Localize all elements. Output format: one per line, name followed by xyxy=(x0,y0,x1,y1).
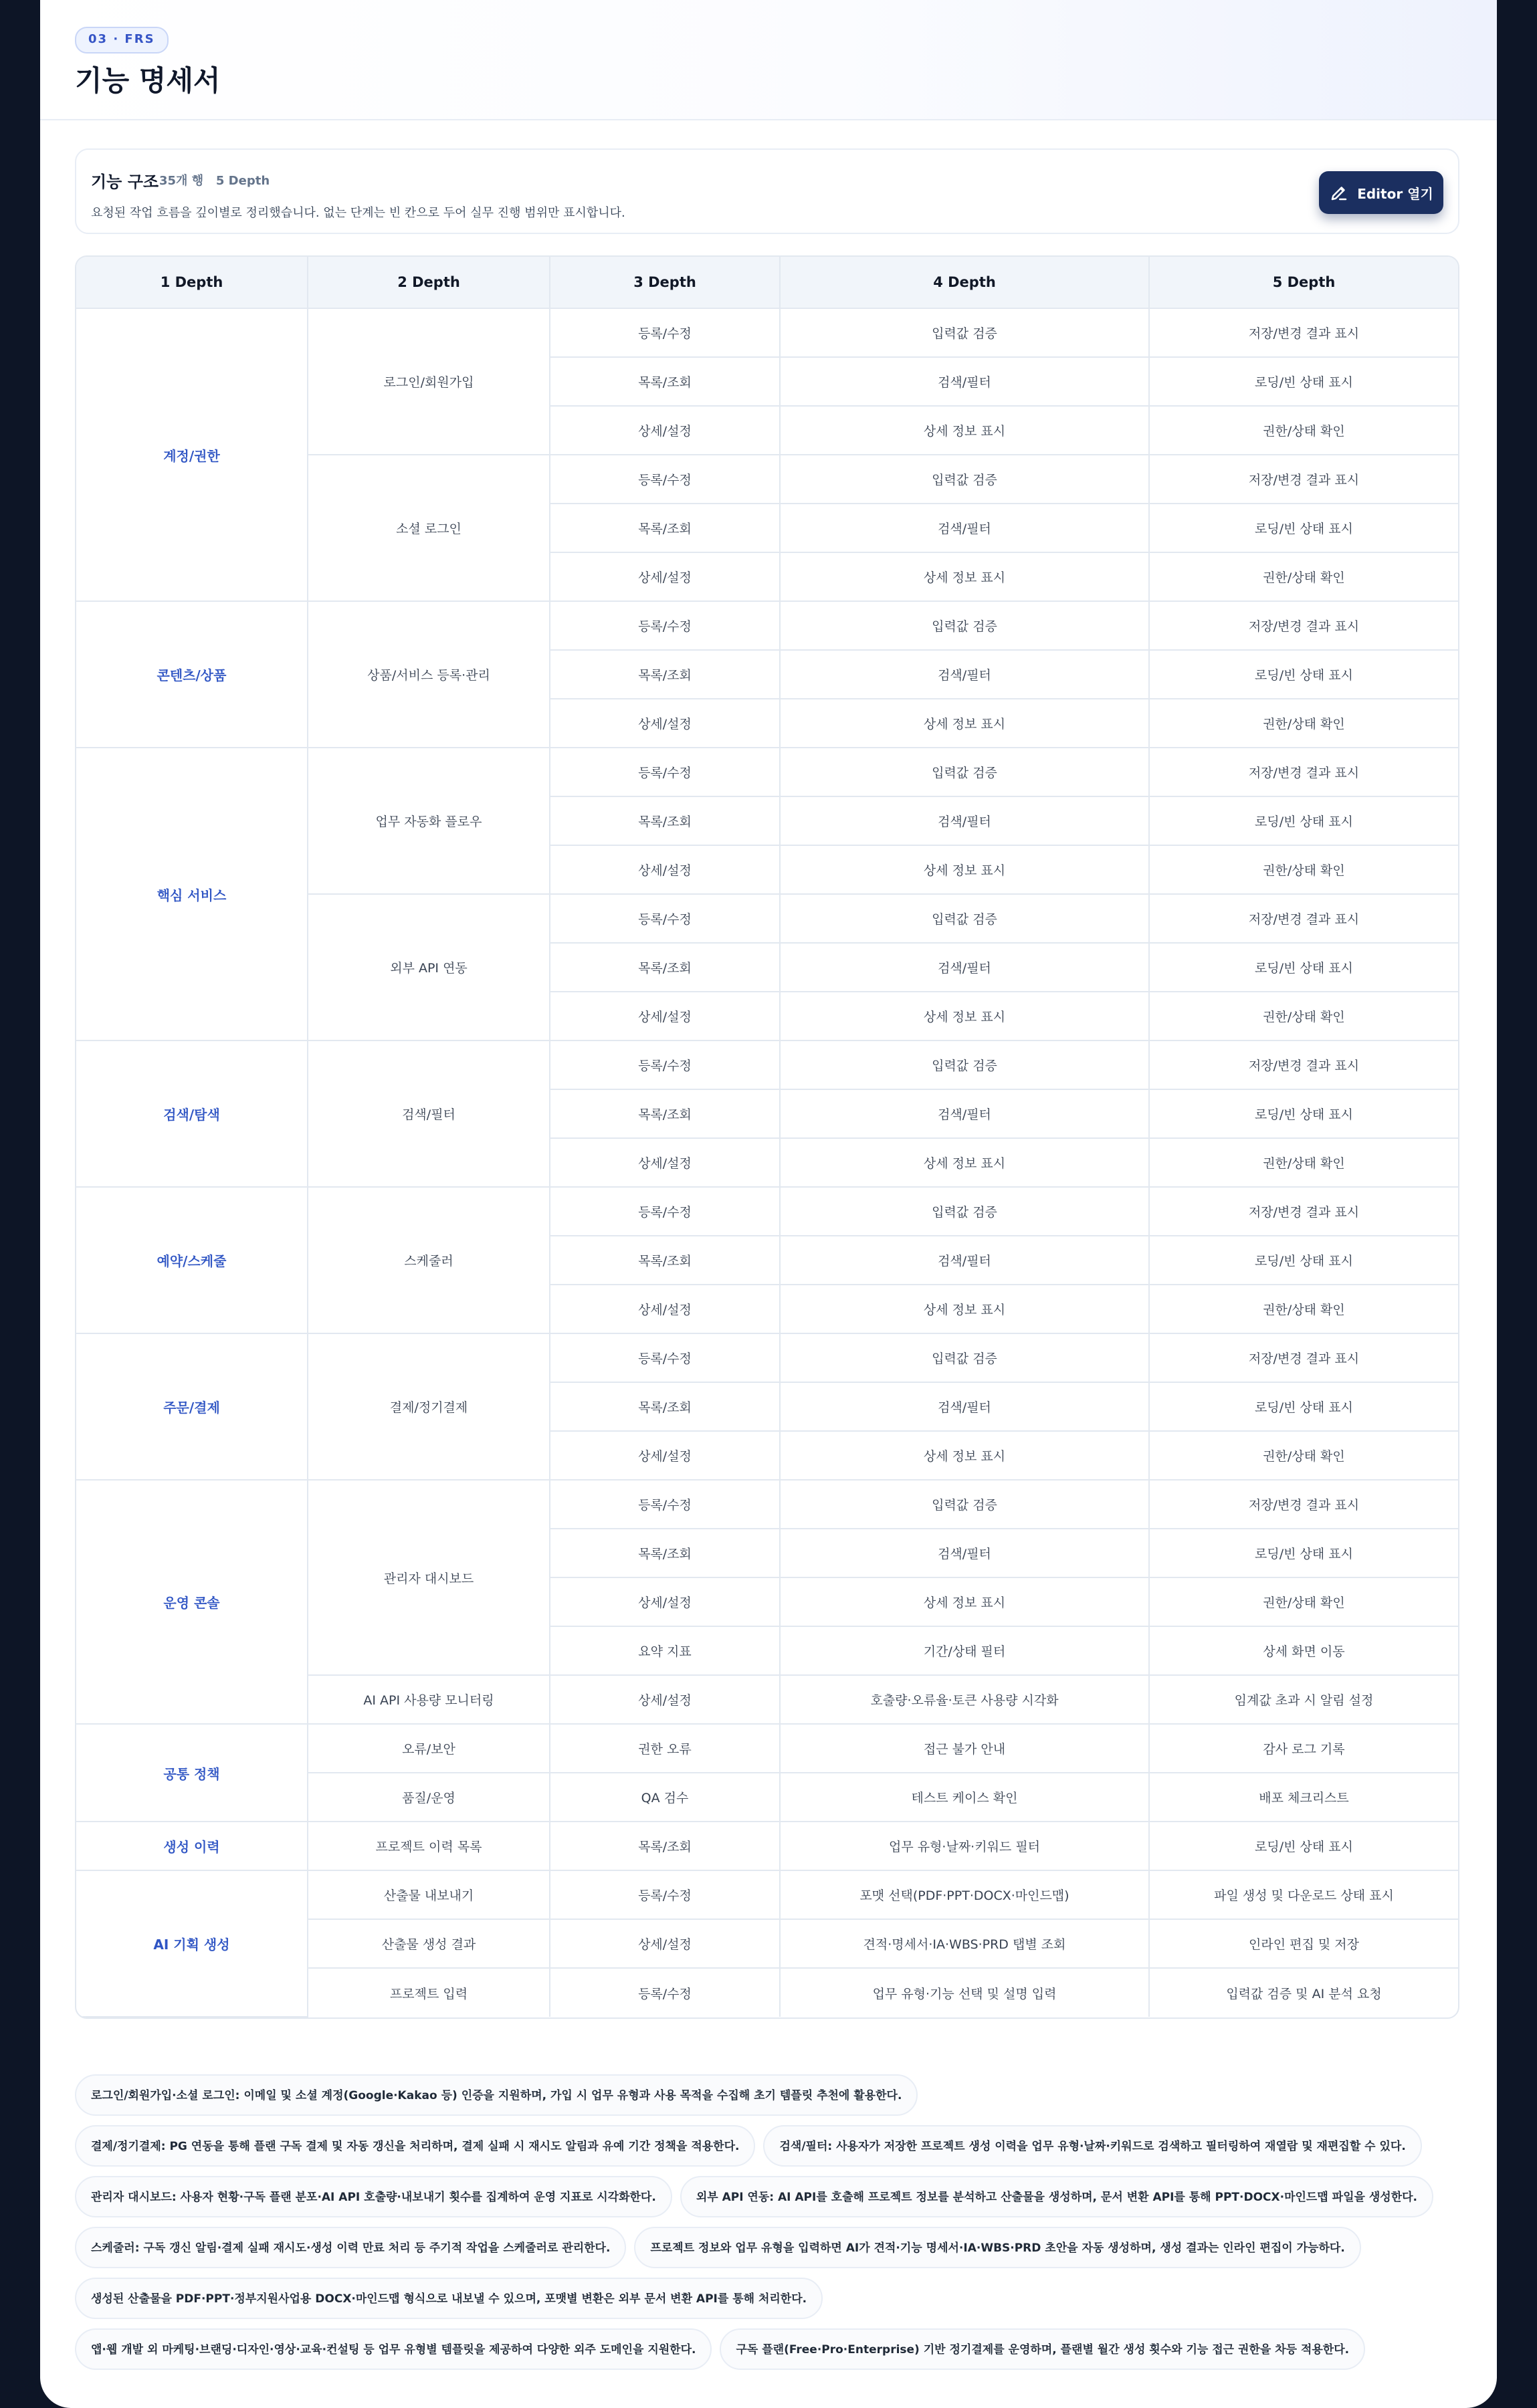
cell-d4: 업무 유형·날짜·키워드 필터 xyxy=(780,1822,1149,1870)
cell-d4: 호출량·오류율·토큰 사용량 시각화 xyxy=(780,1675,1149,1724)
note-chip: 앱·웹 개발 외 마케팅·브랜딩·디자인·영상·교육·컨설팅 등 업무 유형별 템플릿을 제공하여 다양한 외주 도메인을 지원한다. xyxy=(75,2328,712,2370)
cell-d4: 입력값 검증 xyxy=(780,1041,1149,1089)
page-header xyxy=(40,0,1497,120)
cell-d3: 상세/설정 xyxy=(550,1675,780,1724)
cell-d4: 상세 정보 표시 xyxy=(780,992,1149,1041)
cell-d5: 권한/상태 확인 xyxy=(1149,1431,1458,1480)
cell-d5: 권한/상태 확인 xyxy=(1149,992,1458,1041)
cell-d2: 관리자 대시보드 xyxy=(308,1480,550,1675)
cell-d3: 등록/수정 xyxy=(550,1870,780,1919)
cell-d3: 등록/수정 xyxy=(550,1968,780,2017)
cell-d2: 품질/운영 xyxy=(308,1773,550,1822)
edit-icon xyxy=(1329,183,1349,203)
cell-d5: 저장/변경 결과 표시 xyxy=(1149,1480,1458,1529)
cell-d2: 업무 자동화 플로우 xyxy=(308,748,550,894)
cell-d1: 검색/탐색 xyxy=(76,1041,308,1187)
cell-d5: 배포 체크리스트 xyxy=(1149,1773,1458,1822)
cell-d1: 주문/결제 xyxy=(76,1333,308,1480)
table-row xyxy=(76,1870,1458,1919)
cell-d5: 인라인 편집 및 저장 xyxy=(1149,1919,1458,1968)
cell-d2: 외부 API 연동 xyxy=(308,894,550,1041)
cell-d4: 상세 정보 표시 xyxy=(780,1431,1149,1480)
cell-d2: 검색/필터 xyxy=(308,1041,550,1187)
note-row xyxy=(75,2074,1473,2116)
cell-d5: 파일 생성 및 다운로드 상태 표시 xyxy=(1149,1870,1458,1919)
feature-table xyxy=(75,255,1459,2019)
cell-d4: 입력값 검증 xyxy=(780,1480,1149,1529)
cell-d4: 상세 정보 표시 xyxy=(780,845,1149,894)
cell-d5: 로딩/빈 상태 표시 xyxy=(1149,1529,1458,1577)
cell-d3: 등록/수정 xyxy=(550,1480,780,1529)
column-header: 1 Depth xyxy=(76,257,308,308)
cell-d4: 입력값 검증 xyxy=(780,1333,1149,1382)
cell-d5: 상세 화면 이동 xyxy=(1149,1626,1458,1675)
cell-d4: 상세 정보 표시 xyxy=(780,406,1149,455)
column-header: 2 Depth xyxy=(308,257,550,308)
cell-d4: 상세 정보 표시 xyxy=(780,699,1149,748)
cell-d3: 목록/조회 xyxy=(550,504,780,552)
cell-d3: 상세/설정 xyxy=(550,845,780,894)
cell-d4: 검색/필터 xyxy=(780,1236,1149,1285)
note-chip: 외부 API 연동: AI API를 호출해 프로젝트 정보를 분석하고 산출물을 생성하며, 문서 변환 API를 통해 PPT·DOCX·마인드맵 파일을 생성한다. xyxy=(680,2176,1433,2217)
cell-d2: 오류/보안 xyxy=(308,1724,550,1773)
cell-d5: 로딩/빈 상태 표시 xyxy=(1149,796,1458,845)
cell-d4: 검색/필터 xyxy=(780,504,1149,552)
cell-d4: 테스트 케이스 확인 xyxy=(780,1773,1149,1822)
note-chip: 프로젝트 정보와 업무 유형을 입력하면 AI가 견적·기능 명세서·IA·WBS·PRD 초안을 자동 생성하며, 생성 결과는 인라인 편집이 가능하다. xyxy=(634,2227,1360,2268)
cell-d3: 등록/수정 xyxy=(550,748,780,796)
note-row xyxy=(75,2125,1473,2167)
cell-d5: 로딩/빈 상태 표시 xyxy=(1149,357,1458,406)
cell-d5: 저장/변경 결과 표시 xyxy=(1149,894,1458,943)
cell-d3: 요약 지표 xyxy=(550,1626,780,1675)
notes-section xyxy=(75,2074,1473,2379)
cell-d4: 기간/상태 필터 xyxy=(780,1626,1149,1675)
cell-d1: 계정/권한 xyxy=(76,308,308,601)
cell-d3: 상세/설정 xyxy=(550,699,780,748)
cell-d4: 검색/필터 xyxy=(780,796,1149,845)
note-row xyxy=(75,2176,1473,2217)
cell-d3: 등록/수정 xyxy=(550,1187,780,1236)
cell-d5: 권한/상태 확인 xyxy=(1149,845,1458,894)
cell-d3: 목록/조회 xyxy=(550,1089,780,1138)
cell-d3: 상세/설정 xyxy=(550,1431,780,1480)
cell-d3: 등록/수정 xyxy=(550,455,780,504)
cell-d4: 입력값 검증 xyxy=(780,1187,1149,1236)
cell-d2: 스케줄러 xyxy=(308,1187,550,1333)
cell-d3: 권한 오류 xyxy=(550,1724,780,1773)
cell-d4: 견적·명세서·IA·WBS·PRD 탭별 조회 xyxy=(780,1919,1149,1968)
info-meta: 35개 행 5 Depth xyxy=(159,174,270,188)
cell-d5: 권한/상태 확인 xyxy=(1149,699,1458,748)
cell-d1: 운영 콘솔 xyxy=(76,1480,308,1724)
table-row xyxy=(76,1041,1458,1089)
note-chip: 관리자 대시보드: 사용자 현황·구독 플랜 분포·AI API 호출량·내보내기 횟수를 집계하여 운영 지표로 시각화한다. xyxy=(75,2176,672,2217)
cell-d3: 등록/수정 xyxy=(550,601,780,650)
cell-d4: 검색/필터 xyxy=(780,357,1149,406)
column-header: 4 Depth xyxy=(780,257,1149,308)
cell-d5: 권한/상태 확인 xyxy=(1149,406,1458,455)
info-panel xyxy=(75,148,1459,234)
cell-d3: 상세/설정 xyxy=(550,552,780,601)
cell-d3: 상세/설정 xyxy=(550,1919,780,1968)
cell-d3: 상세/설정 xyxy=(550,1138,780,1187)
cell-d3: 상세/설정 xyxy=(550,1285,780,1333)
cell-d5: 로딩/빈 상태 표시 xyxy=(1149,650,1458,699)
cell-d5: 저장/변경 결과 표시 xyxy=(1149,308,1458,357)
note-row xyxy=(75,2328,1473,2370)
cell-d5: 권한/상태 확인 xyxy=(1149,552,1458,601)
cell-d3: 목록/조회 xyxy=(550,1382,780,1431)
cell-d2: 상품/서비스 등록·관리 xyxy=(308,601,550,748)
note-chip: 로그인/회원가입·소셜 로그인: 이메일 및 소셜 계정(Google·Kakao 등) 인증을 지원하며, 가입 시 업무 유형과 사용 목적을 수집해 초기 템플릿 추천에 활용한다. xyxy=(75,2074,918,2116)
cell-d3: 등록/수정 xyxy=(550,1333,780,1382)
cell-d5: 권한/상태 확인 xyxy=(1149,1577,1458,1626)
cell-d5: 로딩/빈 상태 표시 xyxy=(1149,943,1458,992)
cell-d4: 검색/필터 xyxy=(780,1382,1149,1431)
cell-d1: 예약/스케줄 xyxy=(76,1187,308,1333)
cell-d2: 소셜 로그인 xyxy=(308,455,550,601)
cell-d5: 저장/변경 결과 표시 xyxy=(1149,601,1458,650)
cell-d3: 목록/조회 xyxy=(550,650,780,699)
note-row xyxy=(75,2278,1473,2319)
cell-d2: 결제/정기결제 xyxy=(308,1333,550,1480)
table-row xyxy=(76,1822,1458,1870)
column-header: 3 Depth xyxy=(550,257,780,308)
cell-d2: AI API 사용량 모니터링 xyxy=(308,1675,550,1724)
cell-d3: 상세/설정 xyxy=(550,406,780,455)
note-row xyxy=(75,2227,1473,2268)
table-body xyxy=(76,308,1458,2017)
cell-d5: 로딩/빈 상태 표시 xyxy=(1149,504,1458,552)
cell-d4: 검색/필터 xyxy=(780,943,1149,992)
cell-d5: 감사 로그 기록 xyxy=(1149,1724,1458,1773)
cell-d4: 업무 유형·기능 선택 및 설명 입력 xyxy=(780,1968,1149,2017)
cell-d4: 접근 불가 안내 xyxy=(780,1724,1149,1773)
note-chip: 검색/필터: 사용자가 저장한 프로젝트 생성 이력을 업무 유형·날짜·키워드로 검색하고 필터링하여 재열람 및 재편집할 수 있다. xyxy=(763,2125,1421,2167)
cell-d3: 상세/설정 xyxy=(550,1577,780,1626)
cell-d4: 검색/필터 xyxy=(780,1529,1149,1577)
cell-d3: 상세/설정 xyxy=(550,992,780,1041)
page-title: 기능 명세서 xyxy=(75,64,221,97)
cell-d5: 저장/변경 결과 표시 xyxy=(1149,748,1458,796)
cell-d3: 등록/수정 xyxy=(550,308,780,357)
cell-d4: 상세 정보 표시 xyxy=(780,1138,1149,1187)
section-badge: 03 · FRS xyxy=(75,27,169,53)
cell-d2: 로그인/회원가입 xyxy=(308,308,550,455)
cell-d4: 입력값 검증 xyxy=(780,601,1149,650)
table-row xyxy=(76,1333,1458,1382)
cell-d4: 상세 정보 표시 xyxy=(780,552,1149,601)
cell-d5: 권한/상태 확인 xyxy=(1149,1138,1458,1187)
cell-d3: 목록/조회 xyxy=(550,796,780,845)
info-description: 요청된 작업 흐름을 깊이별로 정리했습니다. 없는 단계는 빈 칸으로 두어 실무 진행 범위만 표시합니다. xyxy=(91,206,625,220)
editor-open-label: Editor 열기 xyxy=(1357,185,1433,202)
cell-d2: 프로젝트 입력 xyxy=(308,1968,550,2017)
note-chip: 스케줄러: 구독 갱신 알림·결제 실패 재시도·생성 이력 만료 처리 등 주기적 작업을 스케줄러로 관리한다. xyxy=(75,2227,626,2268)
cell-d1: 공통 정책 xyxy=(76,1724,308,1822)
cell-d1: 생성 이력 xyxy=(76,1822,308,1870)
cell-d2: 산출물 내보내기 xyxy=(308,1870,550,1919)
table-row xyxy=(76,1480,1458,1529)
cell-d4: 입력값 검증 xyxy=(780,894,1149,943)
editor-open-button[interactable] xyxy=(1319,171,1443,214)
cell-d4: 상세 정보 표시 xyxy=(780,1285,1149,1333)
cell-d5: 로딩/빈 상태 표시 xyxy=(1149,1382,1458,1431)
cell-d3: 목록/조회 xyxy=(550,1236,780,1285)
cell-d2: 프로젝트 이력 목록 xyxy=(308,1822,550,1870)
cell-d4: 상세 정보 표시 xyxy=(780,1577,1149,1626)
cell-d3: QA 검수 xyxy=(550,1773,780,1822)
note-chip: 구독 플랜(Free·Pro·Enterprise) 기반 정기결제를 운영하며, 플랜별 월간 생성 횟수와 기능 접근 권한을 차등 적용한다. xyxy=(720,2328,1365,2370)
cell-d5: 로딩/빈 상태 표시 xyxy=(1149,1236,1458,1285)
cell-d5: 입력값 검증 및 AI 분석 요청 xyxy=(1226,1986,1382,2001)
cell-d4: 검색/필터 xyxy=(780,1089,1149,1138)
table-row xyxy=(76,1187,1458,1236)
document-card xyxy=(40,0,1497,2408)
cell-d3: 등록/수정 xyxy=(550,894,780,943)
cell-d4: 입력값 검증 xyxy=(780,748,1149,796)
cell-d4: 포맷 선택(PDF·PPT·DOCX·마인드맵) xyxy=(780,1870,1149,1919)
cell-d2: 산출물 생성 결과 xyxy=(308,1919,550,1968)
table-row xyxy=(76,748,1458,796)
cell-d3: 목록/조회 xyxy=(550,1822,780,1870)
cell-d5: 저장/변경 결과 표시 xyxy=(1149,1041,1458,1089)
cell-d5: 저장/변경 결과 표시 xyxy=(1149,1187,1458,1236)
cell-d4: 입력값 검증 xyxy=(780,455,1149,504)
cell-d5: 임계값 초과 시 알림 설정 xyxy=(1149,1675,1458,1724)
cell-d3: 등록/수정 xyxy=(550,1041,780,1089)
table-row xyxy=(76,308,1458,357)
cell-d1: 핵심 서비스 xyxy=(76,748,308,1041)
column-header: 5 Depth xyxy=(1149,257,1458,308)
cell-d3: 목록/조회 xyxy=(550,1529,780,1577)
cell-d5: 저장/변경 결과 표시 xyxy=(1149,1333,1458,1382)
cell-d3: 목록/조회 xyxy=(550,357,780,406)
cell-d1: AI 기획 생성 xyxy=(76,1870,308,2017)
cell-d5: 권한/상태 확인 xyxy=(1149,1285,1458,1333)
cell-d5: 로딩/빈 상태 표시 xyxy=(1149,1822,1458,1870)
cell-d1: 콘텐츠/상품 xyxy=(76,601,308,748)
cell-d5: 로딩/빈 상태 표시 xyxy=(1149,1089,1458,1138)
table-row xyxy=(76,601,1458,650)
table-row xyxy=(76,1724,1458,1773)
cell-d3: 목록/조회 xyxy=(550,943,780,992)
cell-d4: 검색/필터 xyxy=(780,650,1149,699)
table-header-row xyxy=(76,257,1458,308)
cell-d4: 입력값 검증 xyxy=(780,308,1149,357)
info-title: 기능 구조 xyxy=(91,173,159,191)
note-chip: 생성된 산출물을 PDF·PPT·정부지원사업용 DOCX·마인드맵 형식으로 내보낼 수 있으며, 포맷별 변환은 외부 문서 변환 API를 통해 처리한다. xyxy=(75,2278,823,2319)
note-chip: 결제/정기결제: PG 연동을 통해 플랜 구독 결제 및 자동 갱신을 처리하며, 결제 실패 시 재시도 알림과 유예 기간 정책을 적용한다. xyxy=(75,2125,755,2167)
cell-d5: 저장/변경 결과 표시 xyxy=(1149,455,1458,504)
